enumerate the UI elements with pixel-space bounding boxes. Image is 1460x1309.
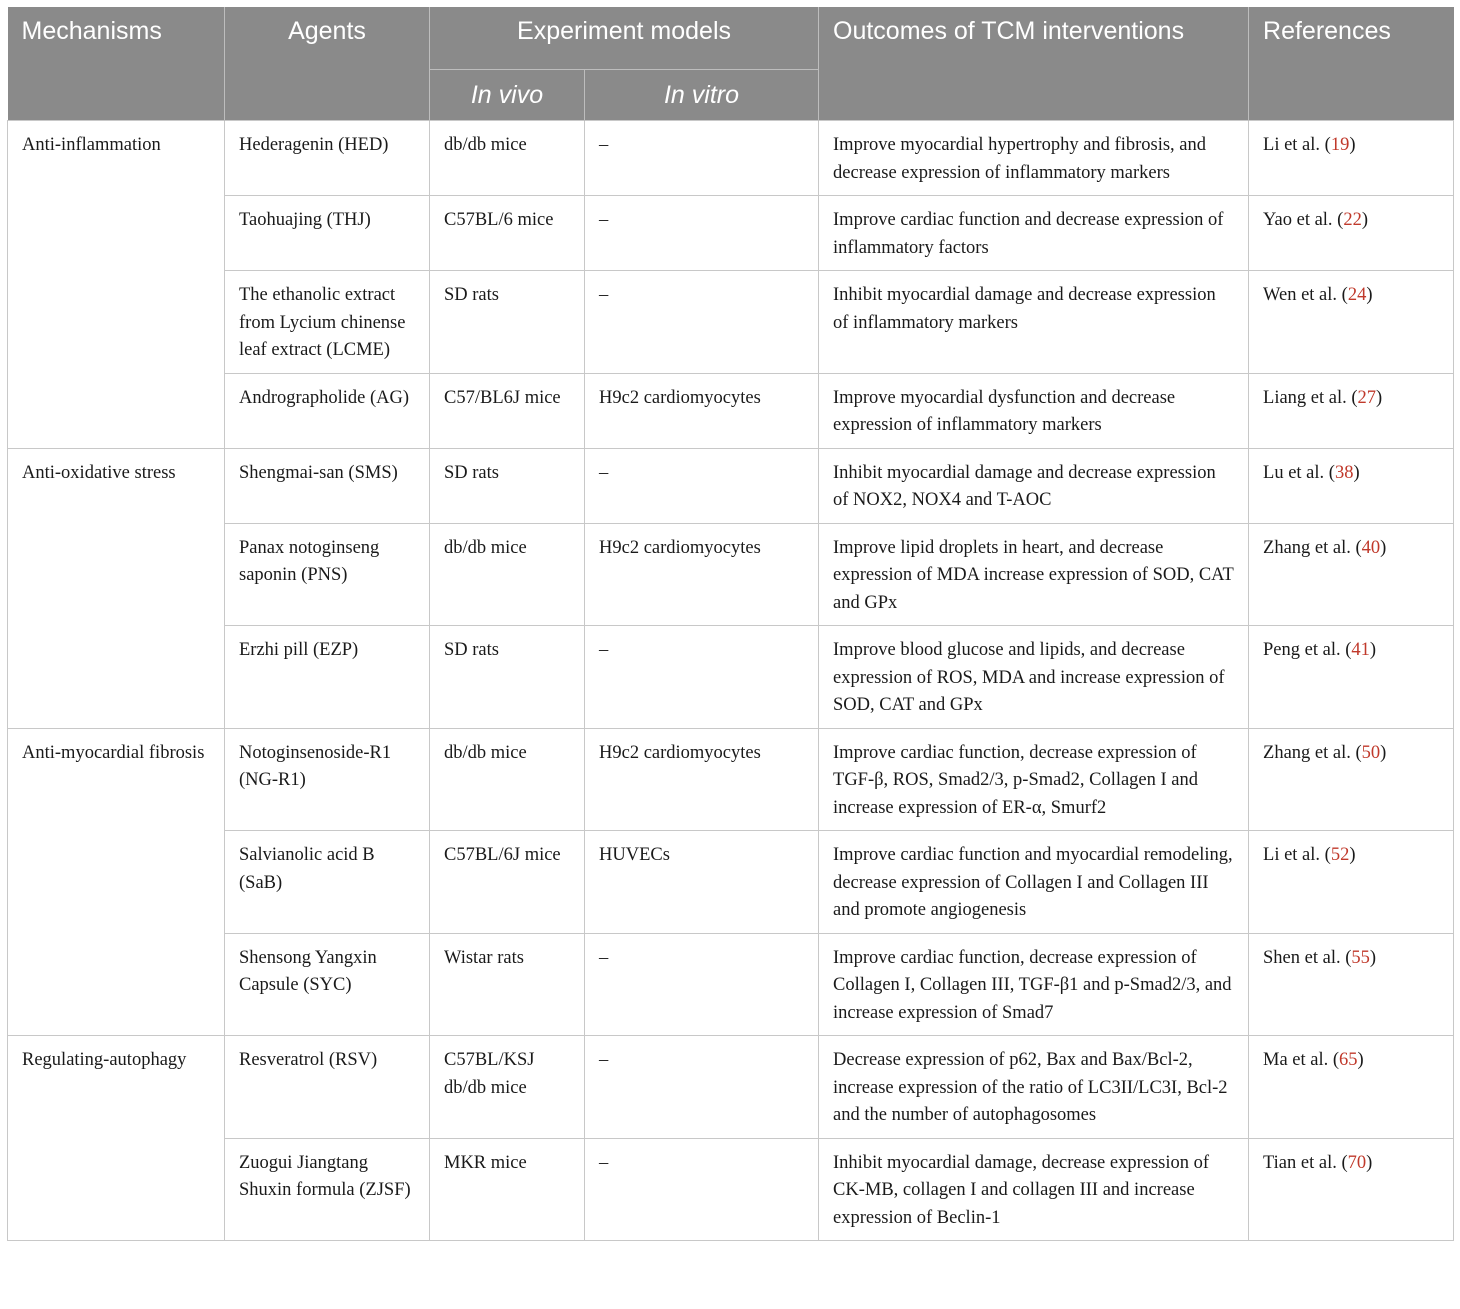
agent-cell: Shensong Yangxin Capsule (SYC)	[225, 933, 430, 1036]
outcome-cell: Improve cardiac function and decrease expression of inflammatory factors	[819, 196, 1249, 271]
reference-link[interactable]: 52	[1330, 845, 1350, 865]
reference-cell	[1249, 373, 1454, 448]
reference-author: Zhang et al. (	[1263, 742, 1362, 763]
table-row	[8, 728, 1454, 831]
table-row	[8, 831, 1454, 934]
reference-link[interactable]: 19	[1330, 135, 1350, 155]
reference-close: )	[1353, 462, 1360, 483]
agent-cell: Hederagenin (HED)	[225, 121, 430, 196]
mechanism-cell: Anti-oxidative stress	[8, 448, 225, 728]
outcome-cell: Improve myocardial hypertrophy and fibrosis, and decrease expression of inflammatory markers	[819, 121, 1249, 196]
reference-cell	[1249, 196, 1454, 271]
reference-link[interactable]: 40	[1361, 537, 1381, 558]
reference-close: )	[1349, 845, 1356, 865]
outcome-cell: Improve cardiac function and myocardial remodeling, decrease expression of Collagen I and Collagen III and promote angiogenesis	[819, 831, 1249, 934]
in-vitro-cell: –	[585, 448, 819, 523]
table-row	[8, 1138, 1454, 1241]
reference-author: Li et al. (	[1263, 845, 1331, 865]
header-in-vivo: In vivo	[430, 70, 585, 121]
reference-cell	[1249, 271, 1454, 374]
table-row	[8, 121, 1454, 196]
reference-author: Zhang et al. (	[1263, 537, 1362, 558]
reference-link[interactable]: 24	[1347, 285, 1367, 305]
in-vitro-cell: –	[585, 933, 819, 1036]
outcome-cell: Inhibit myocardial damage and decrease expression of inflammatory markers	[819, 271, 1249, 374]
agent-cell: Erzhi pill (EZP)	[225, 626, 430, 729]
reference-author: Tian et al. (	[1263, 1152, 1348, 1173]
reference-link[interactable]: 22	[1343, 210, 1362, 230]
in-vivo-cell: db/db mice	[430, 523, 585, 626]
header-experiment-models: Experiment models	[430, 7, 819, 70]
outcome-cell: Decrease expression of p62, Bax and Bax/Bcl-2, increase expression of the ratio of LC3II/LC3I, Bcl-2 and the number of autophagosomes	[819, 1036, 1249, 1139]
outcome-cell: Improve myocardial dysfunction and decrease expression of inflammatory markers	[819, 373, 1249, 448]
outcome-cell: Inhibit myocardial damage and decrease expression of NOX2, NOX4 and T-AOC	[819, 448, 1249, 523]
table-row	[8, 933, 1454, 1036]
in-vitro-cell: H9c2 cardiomyocytes	[585, 523, 819, 626]
agent-cell: The ethanolic extract from Lycium chinense leaf extract (LCME)	[225, 271, 430, 374]
outcome-cell: Inhibit myocardial damage, decrease expression of CK-MB, collagen I and collagen III and increase expression of Beclin-1	[819, 1138, 1249, 1241]
in-vitro-cell: H9c2 cardiomyocytes	[585, 728, 819, 831]
reference-cell	[1249, 448, 1454, 523]
reference-cell	[1249, 121, 1454, 196]
reference-author: Liang et al. (	[1263, 387, 1358, 408]
in-vitro-cell: –	[585, 196, 819, 271]
reference-cell	[1249, 523, 1454, 626]
in-vitro-cell: –	[585, 1036, 819, 1139]
reference-author: Yao et al. (	[1263, 210, 1344, 230]
reference-cell	[1249, 1036, 1454, 1139]
in-vitro-cell: –	[585, 121, 819, 196]
table-row	[8, 373, 1454, 448]
reference-close: )	[1380, 537, 1387, 558]
reference-cell	[1249, 1138, 1454, 1241]
in-vitro-cell: –	[585, 1138, 819, 1241]
table-row	[8, 271, 1454, 374]
in-vitro-cell: –	[585, 626, 819, 729]
table-row	[8, 1036, 1454, 1139]
reference-close: )	[1369, 947, 1377, 968]
reference-link[interactable]: 41	[1351, 640, 1370, 660]
mechanism-cell: Anti-inflammation	[8, 121, 225, 449]
reference-author: Wen et al. (	[1263, 285, 1348, 305]
mechanism-cell: Regulating-autophagy	[8, 1036, 225, 1241]
reference-link[interactable]: 50	[1361, 742, 1381, 763]
agent-cell: Taohuajing (THJ)	[225, 196, 430, 271]
reference-link[interactable]: 27	[1357, 387, 1377, 408]
reference-close: )	[1376, 387, 1383, 408]
reference-author: Shen et al. (	[1263, 947, 1352, 968]
reference-close: )	[1366, 285, 1373, 305]
reference-link[interactable]: 65	[1339, 1050, 1358, 1070]
agent-cell: Zuogui Jiangtang Shuxin formula (ZJSF)	[225, 1138, 430, 1241]
reference-link[interactable]: 38	[1334, 462, 1354, 483]
reference-link[interactable]: 70	[1347, 1152, 1367, 1173]
reference-close: )	[1366, 1152, 1373, 1173]
outcome-cell: Improve lipid droplets in heart, and decrease expression of MDA increase expression of SOD, CAT and GPx	[819, 523, 1249, 626]
reference-close: )	[1369, 640, 1377, 660]
reference-close: )	[1349, 135, 1356, 155]
reference-close: )	[1357, 1050, 1364, 1070]
agent-cell: Andrographolide (AG)	[225, 373, 430, 448]
in-vivo-cell: C57BL/6 mice	[430, 196, 585, 271]
in-vivo-cell: db/db mice	[430, 121, 585, 196]
reference-author: Peng et al. (	[1263, 640, 1352, 660]
in-vivo-cell: SD rats	[430, 626, 585, 729]
header-outcomes: Outcomes of TCM interventions	[819, 7, 1249, 121]
agent-cell: Panax notoginseng saponin (PNS)	[225, 523, 430, 626]
table-body	[8, 121, 1454, 1241]
agent-cell: Shengmai-san (SMS)	[225, 448, 430, 523]
header-agents: Agents	[225, 7, 430, 121]
table-row	[8, 196, 1454, 271]
tcm-interventions-table	[7, 7, 1454, 1241]
in-vivo-cell: db/db mice	[430, 728, 585, 831]
header-in-vitro: In vitro	[585, 70, 819, 121]
mechanism-cell: Anti-myocardial fibrosis	[8, 728, 225, 1036]
in-vitro-cell: HUVECs	[585, 831, 819, 934]
table-header	[8, 7, 1454, 121]
reference-cell	[1249, 831, 1454, 934]
agent-cell: Notoginsenoside-R1 (NG-R1)	[225, 728, 430, 831]
header-references: References	[1249, 7, 1454, 121]
reference-author: Lu et al. (	[1263, 462, 1335, 483]
in-vivo-cell: SD rats	[430, 448, 585, 523]
reference-close: )	[1361, 210, 1369, 230]
in-vivo-cell: SD rats	[430, 271, 585, 374]
in-vivo-cell: C57BL/6J mice	[430, 831, 585, 934]
reference-cell	[1249, 626, 1454, 729]
header-mechanisms: Mechanisms	[8, 7, 225, 121]
table-row	[8, 626, 1454, 729]
in-vitro-cell: –	[585, 271, 819, 374]
in-vivo-cell: C57BL/KSJ db/db mice	[430, 1036, 585, 1139]
in-vivo-cell: C57/BL6J mice	[430, 373, 585, 448]
outcome-cell: Improve cardiac function, decrease expression of TGF-β, ROS, Smad2/3, p-Smad2, Collagen I and increase expression of ER-α, Smurf2	[819, 728, 1249, 831]
reference-close: )	[1380, 742, 1387, 763]
table-row	[8, 448, 1454, 523]
reference-link[interactable]: 55	[1351, 947, 1370, 968]
in-vivo-cell: Wistar rats	[430, 933, 585, 1036]
reference-author: Li et al. (	[1263, 135, 1331, 155]
outcome-cell: Improve cardiac function, decrease expression of Collagen I, Collagen III, TGF-β1 and p-Smad2/3, and increase expression of Smad7	[819, 933, 1249, 1036]
in-vitro-cell: H9c2 cardiomyocytes	[585, 373, 819, 448]
outcome-cell: Improve blood glucose and lipids, and decrease expression of ROS, MDA and increase expression of SOD, CAT and GPx	[819, 626, 1249, 729]
reference-author: Ma et al. (	[1263, 1050, 1340, 1070]
agent-cell: Resveratrol (RSV)	[225, 1036, 430, 1139]
table-row	[8, 523, 1454, 626]
reference-cell	[1249, 933, 1454, 1036]
in-vivo-cell: MKR mice	[430, 1138, 585, 1241]
agent-cell: Salvianolic acid B (SaB)	[225, 831, 430, 934]
reference-cell	[1249, 728, 1454, 831]
